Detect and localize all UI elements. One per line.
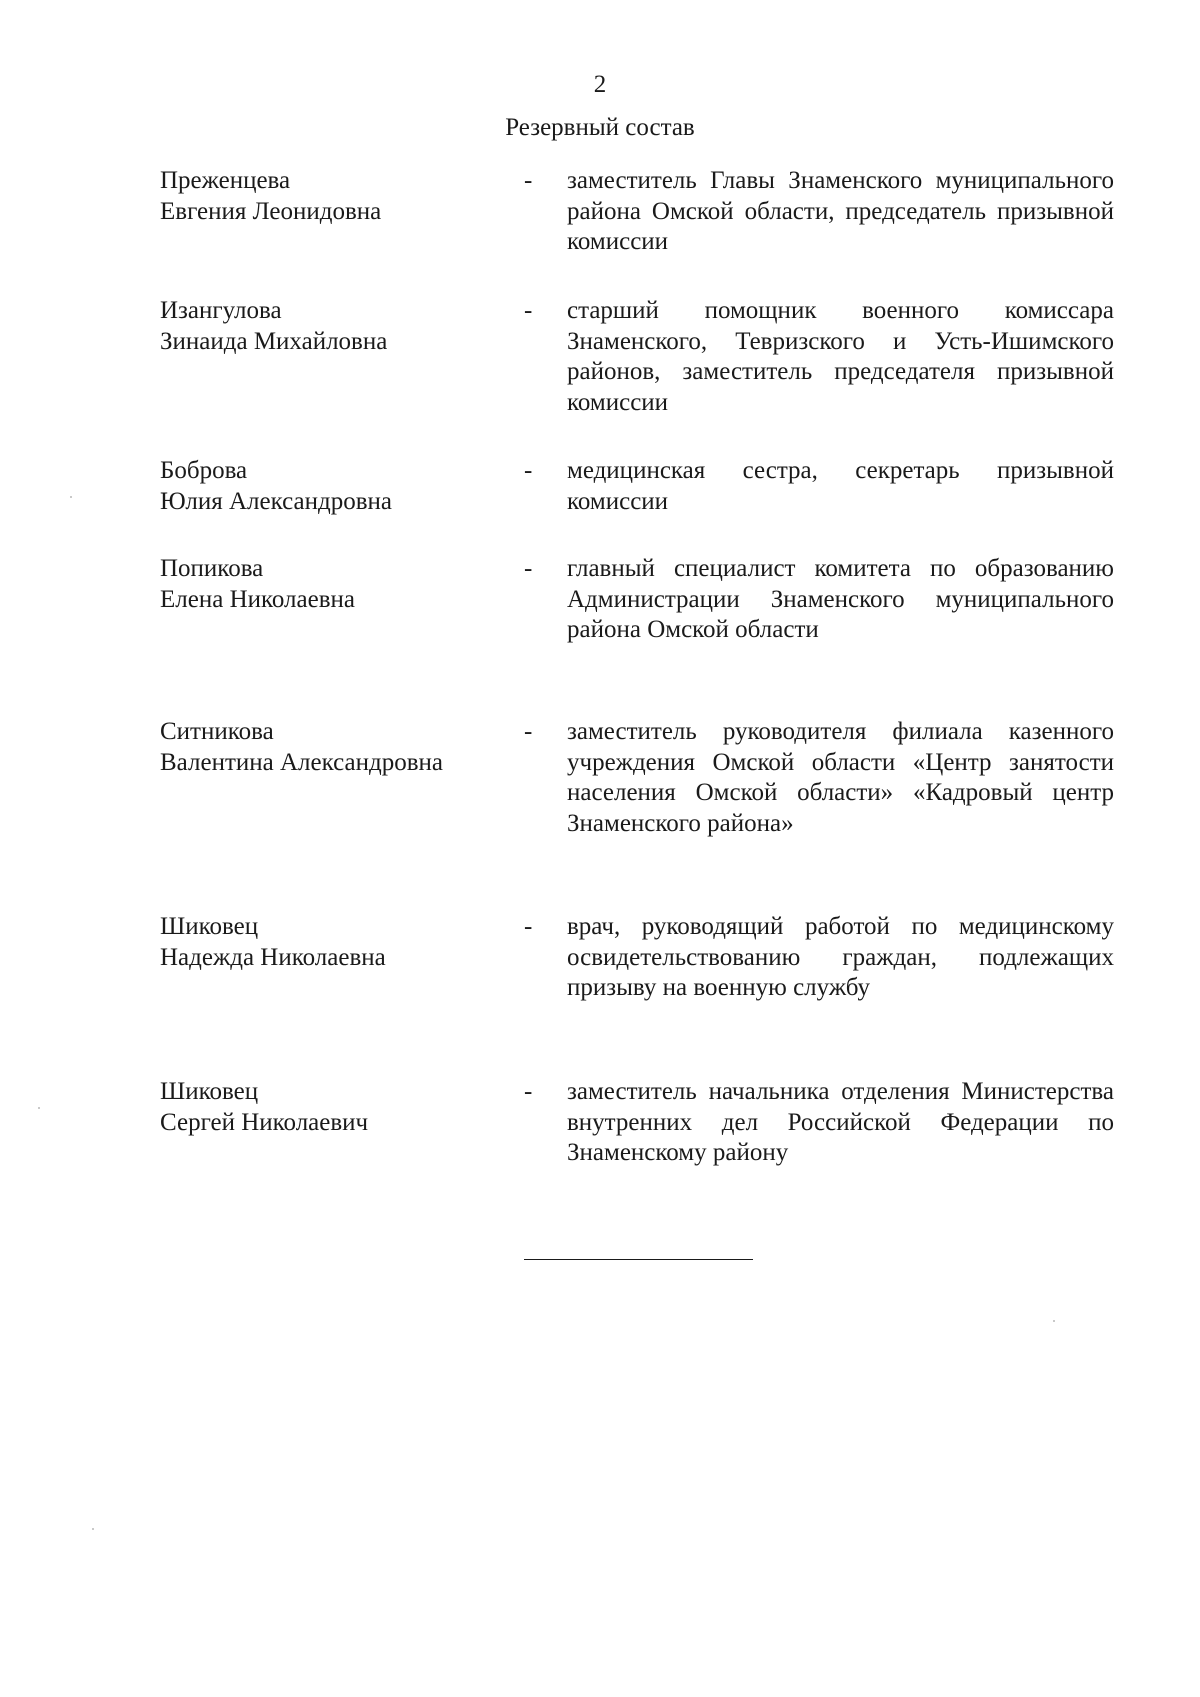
member-dash: -	[524, 457, 533, 484]
member-entry	[0, 296, 1200, 456]
member-entry	[0, 166, 1200, 296]
member-dash: -	[524, 297, 533, 324]
member-surname: Шиковец	[160, 1078, 259, 1105]
member-surname: Шиковец	[160, 913, 259, 940]
member-entry	[0, 717, 1200, 912]
member-role: главный специалист комитета по образованию Администрации Знаменского муниципального района Омской области	[567, 555, 1114, 643]
member-role: медицинская сестра, секретарь призывной комиссии	[567, 457, 1114, 515]
scan-speck	[1053, 1320, 1055, 1322]
member-role: врач, руководящий работой по медицинскому освидетельствованию граждан, подлежащих призыву на военную службу	[567, 913, 1114, 1001]
member-surname: Изангулова	[160, 297, 282, 324]
member-name	[160, 1077, 500, 1138]
member-dash: -	[524, 913, 533, 940]
member-given-names: Надежда Николаевна	[160, 943, 386, 971]
scan-speck	[38, 1107, 40, 1109]
member-dash: -	[524, 167, 533, 194]
member-dash: -	[524, 555, 533, 582]
member-given-names: Елена Николаевна	[160, 585, 355, 613]
page-number: 2	[593, 71, 607, 98]
scan-speck	[92, 1528, 94, 1530]
member-name	[160, 912, 500, 973]
member-entry	[0, 554, 1200, 717]
member-role: заместитель начальника отделения Министерства внутренних дел Российской Федерации по Знаменскому району	[567, 1078, 1114, 1166]
member-given-names: Валентина Александровна	[160, 748, 443, 776]
member-role: старший помощник военного комиссара Знаменского, Тевризского и Усть-Ишимского районов, заместитель председателя призывной комиссии	[567, 297, 1114, 416]
member-list	[0, 166, 1200, 1177]
member-dash: -	[524, 718, 533, 745]
member-surname: Попикова	[160, 555, 264, 582]
member-given-names: Юлия Александровна	[160, 487, 392, 515]
member-surname: Ситникова	[160, 718, 274, 745]
member-entry	[0, 456, 1200, 554]
member-surname: Боброва	[160, 457, 248, 484]
member-dash: -	[524, 1078, 533, 1105]
member-role: заместитель Главы Знаменского муниципального района Омской области, председатель призывной комиссии	[567, 167, 1114, 255]
member-given-names: Сергей Николаевич	[160, 1108, 369, 1136]
member-given-names: Зинаида Михайловна	[160, 327, 388, 355]
member-surname: Преженцева	[160, 167, 291, 194]
member-name	[160, 166, 500, 227]
member-name	[160, 456, 500, 517]
member-given-names: Евгения Леонидовна	[160, 197, 382, 225]
member-name	[160, 554, 500, 615]
section-title: Резервный состав	[505, 114, 695, 141]
member-role: заместитель руководителя филиала казенного учреждения Омской области «Центр занятости населения Омской области» «Кадровый центр Знаменского района»	[567, 718, 1114, 837]
member-entry	[0, 1077, 1200, 1177]
member-entry	[0, 912, 1200, 1077]
member-name	[160, 717, 500, 778]
member-name	[160, 296, 500, 357]
scan-speck	[70, 496, 72, 498]
closing-rule	[524, 1259, 753, 1260]
